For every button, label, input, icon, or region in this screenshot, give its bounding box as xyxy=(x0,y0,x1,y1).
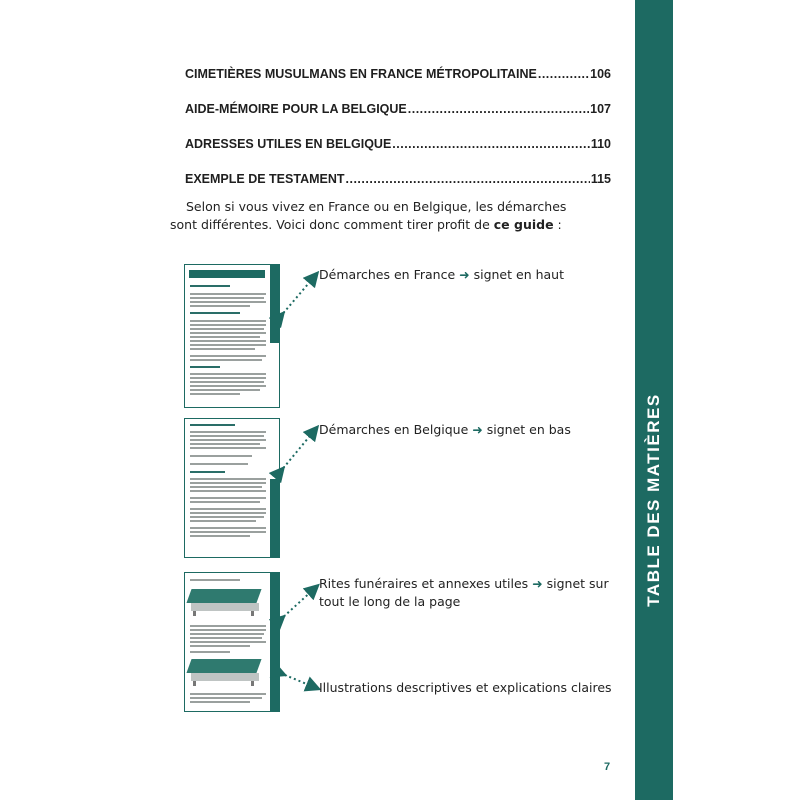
right-arrow-icon: ➜ xyxy=(472,422,483,437)
connector-arrow xyxy=(280,431,314,472)
guide-label-france: Démarches en France ➜ signet en haut xyxy=(319,267,564,282)
toc-page: 106 xyxy=(590,67,611,81)
right-arrow-icon: ➜ xyxy=(459,267,470,282)
connector-arrow xyxy=(280,673,314,687)
toc-title: CIMETIÈRES MUSULMANS EN FRANCE MÉTROPOLITAINE xyxy=(185,67,537,81)
intro-end: : xyxy=(553,217,562,232)
intro-bold: ce guide xyxy=(493,217,554,232)
toc-page: 115 xyxy=(590,172,611,186)
connector-arrow xyxy=(280,589,314,620)
connector-arrow xyxy=(280,277,314,317)
intro-text: Selon si vous vivez en France ou en Belgique, les démarches sont différentes. Voici donc comment tirer profit de xyxy=(170,199,567,232)
right-arrow-icon: ➜ xyxy=(532,576,543,591)
toc-page: 110 xyxy=(590,137,611,151)
toc-title: AIDE-MÉMOIRE POUR LA BELGIQUE xyxy=(185,102,407,116)
guide-label-illustrations: Illustrations descriptives et explications claires xyxy=(319,680,612,695)
page-number: 7 xyxy=(604,761,611,773)
guide-label-belgium: Démarches en Belgique ➜ signet en bas xyxy=(319,422,571,437)
toc-title: ADRESSES UTILES EN BELGIQUE xyxy=(185,137,392,151)
sidebar-title: TABLE DES MATIÈRES xyxy=(644,393,663,607)
toc-title: EXEMPLE DE TESTAMENT xyxy=(185,172,345,186)
guide-label-rites: Rites funéraires et annexes utiles ➜ signet sur tout le long de la page xyxy=(319,576,609,609)
toc-page: 107 xyxy=(590,102,611,116)
